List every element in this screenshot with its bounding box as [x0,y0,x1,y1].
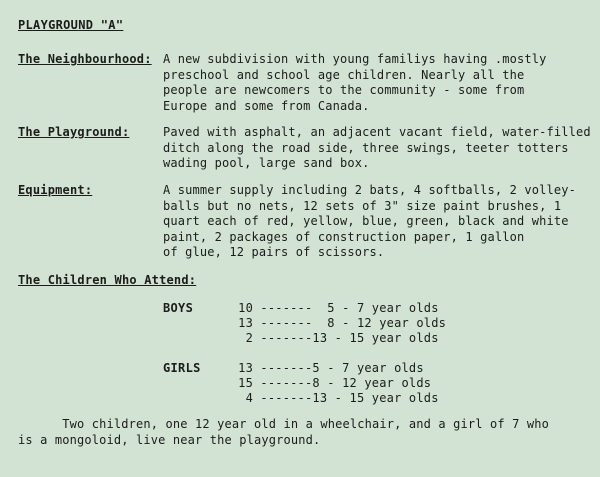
equipment-text [163,183,588,261]
girls-row [225,361,424,377]
text-line: ditch along the road side, three swings, teeter totters [163,140,569,155]
closing-line: Two children, one 12 year old in a wheelchair, and a girl of 7 who [18,417,549,431]
text-line: A new subdivision with young familiys having .mostly [163,52,547,66]
age-range: -------8 - 12 year olds [253,376,432,390]
age-range: -------13 - 15 year olds [253,391,439,405]
document-title: PLAYGROUND "A" [18,18,124,32]
text-line: quart each of red, yellow, blue, green, black and white [163,214,569,228]
age-count: 13 [238,361,253,375]
age-range: ------- 5 - 7 year olds [253,301,439,315]
boys-row [225,316,446,332]
age-range: -------5 - 7 year olds [253,361,424,375]
text-line: of glue, 12 pairs of scissors. [163,245,385,259]
boys-label: BOYS [163,301,194,315]
boys-row [225,301,439,317]
neighbourhood-label: The Neighbourhood: [18,52,152,66]
girls-label: GIRLS [163,361,201,375]
children-label: The Children Who Attend: [18,273,197,287]
age-range: -------13 - 15 year olds [253,331,439,345]
text-line: preschool and school age children. Nearly all the [163,67,525,82]
text-line: wading pool, large sand box. [163,156,370,170]
closing-line: is a mongoloid, live near the playground. [18,433,321,447]
text-line: balls but no nets, 12 sets of 3" size paint brushes, 1 [163,198,562,213]
boys-row [225,331,439,347]
text-line: A summer supply including 2 bats, 4 softballs, 2 volley- [163,183,576,197]
age-count: 15 [238,376,253,390]
text-line: people are newcomers to the community - some from [163,83,525,97]
girls-row [225,376,431,392]
neighbourhood-text [163,52,588,114]
age-count: 2 [245,331,253,345]
girls-row [225,391,439,407]
playground-label: The Playground: [18,125,130,139]
playground-text [163,125,591,172]
equipment-label: Equipment: [18,183,93,197]
age-count: 10 [238,301,253,315]
age-range: ------- 8 - 12 year olds [253,316,447,330]
age-count: 13 [238,316,253,330]
age-count: 4 [245,391,253,405]
text-line: paint, 2 packages of construction paper, 1 gallon [163,229,525,244]
text-line: Europe and some from Canada. [163,98,370,113]
text-line: Paved with asphalt, an adjacent vacant field, water-filled [163,125,591,139]
